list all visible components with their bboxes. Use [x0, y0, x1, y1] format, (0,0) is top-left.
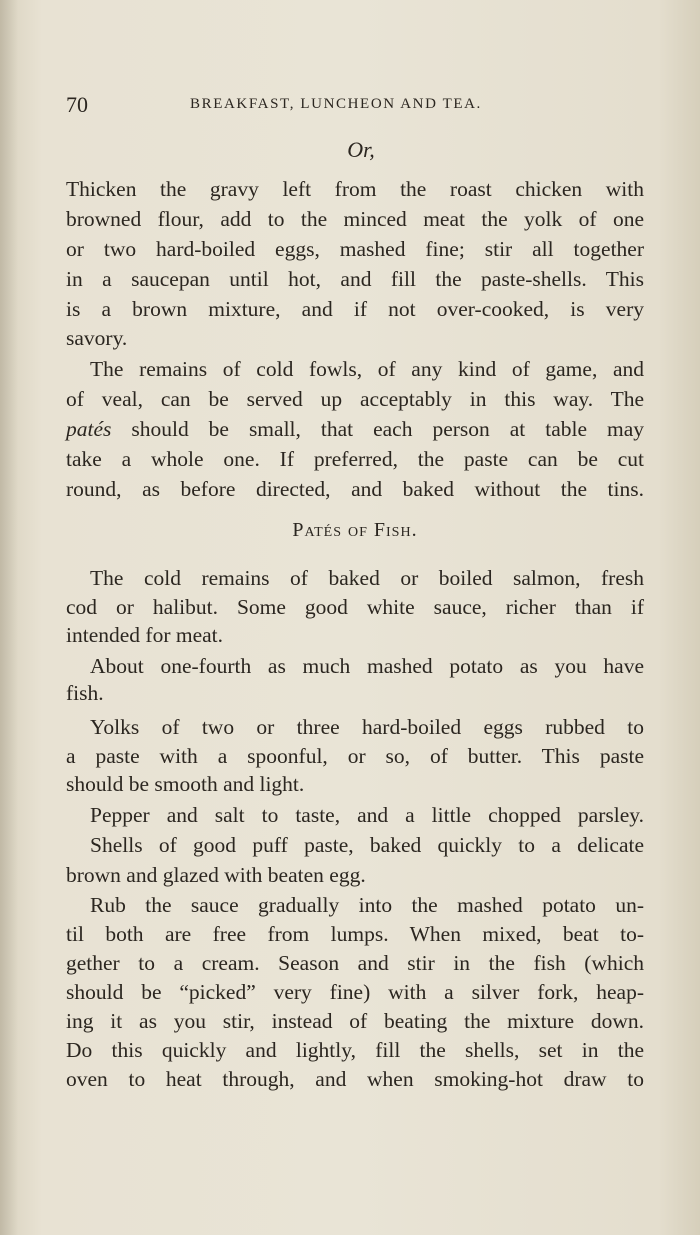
text-line-with-italic — [66, 414, 644, 444]
text-line: should be “picked” very fine) with a silver fork, heap- — [66, 980, 644, 1004]
text-line: Rub the sauce gradually into the mashed potato un- — [90, 893, 644, 917]
page-gutter-shadow — [0, 0, 18, 1235]
text-line: in a saucepan until hot, and fill the paste-shells. This — [66, 267, 644, 291]
text-line: oven to heat through, and when smoking-hot draw to — [66, 1067, 644, 1091]
text-line: savory. — [66, 326, 128, 350]
text-line: About one-fourth as much mashed potato as you have — [90, 654, 644, 678]
text-fragment: should be small, that each person at table may — [111, 417, 644, 441]
section-title: Patés of Fish. — [292, 519, 418, 541]
running-title: BREAKFAST, LUNCHEON AND TEA. — [190, 96, 482, 112]
text-line: gether to a cream. Season and stir in the fish (which — [66, 951, 644, 975]
page-number: 70 — [66, 92, 88, 117]
text-line: brown and glazed with beaten egg. — [66, 863, 366, 887]
text-line: is a brown mixture, and if not over-cooked, is very — [66, 297, 644, 321]
text-line: fish. — [66, 681, 104, 705]
text-line: The remains of cold fowls, of any kind of game, and — [90, 357, 644, 381]
text-line: intended for meat. — [66, 623, 224, 647]
text-line: ing it as you stir, instead of beating the mixture down. — [66, 1009, 644, 1033]
page-header — [66, 92, 646, 118]
text-line: Yolks of two or three hard-boiled eggs rubbed to — [90, 715, 644, 739]
italic-word: patés — [66, 417, 112, 441]
text-line: Do this quickly and lightly, fill the shells, set in the — [66, 1038, 644, 1062]
text-line: a paste with a spoonful, or so, of butter. This paste — [66, 744, 644, 768]
text-line: should be smooth and light. — [66, 772, 305, 796]
text-line: til both are free from lumps. When mixed, beat to- — [66, 922, 644, 946]
text-line: cod or halibut. Some good white sauce, richer than if — [66, 595, 644, 619]
text-line: Pepper and salt to taste, and a little chopped parsley. — [90, 803, 644, 827]
text-line: The cold remains of baked or boiled salmon, fresh — [90, 566, 644, 590]
text-line: Shells of good puff paste, baked quickly to a delicate — [90, 833, 644, 857]
text-line: browned flour, add to the minced meat the yolk of one — [66, 207, 644, 231]
or-heading: Or, — [347, 137, 375, 162]
text-line: Thicken the gravy left from the roast chicken with — [66, 177, 644, 201]
text-line: round, as before directed, and baked without the tins. — [66, 477, 644, 501]
text-line: of veal, can be served up acceptably in this way. The — [66, 387, 644, 411]
text-line: or two hard-boiled eggs, mashed fine; stir all together — [66, 237, 644, 261]
text-line: take a whole one. If preferred, the paste can be cut — [66, 447, 644, 471]
